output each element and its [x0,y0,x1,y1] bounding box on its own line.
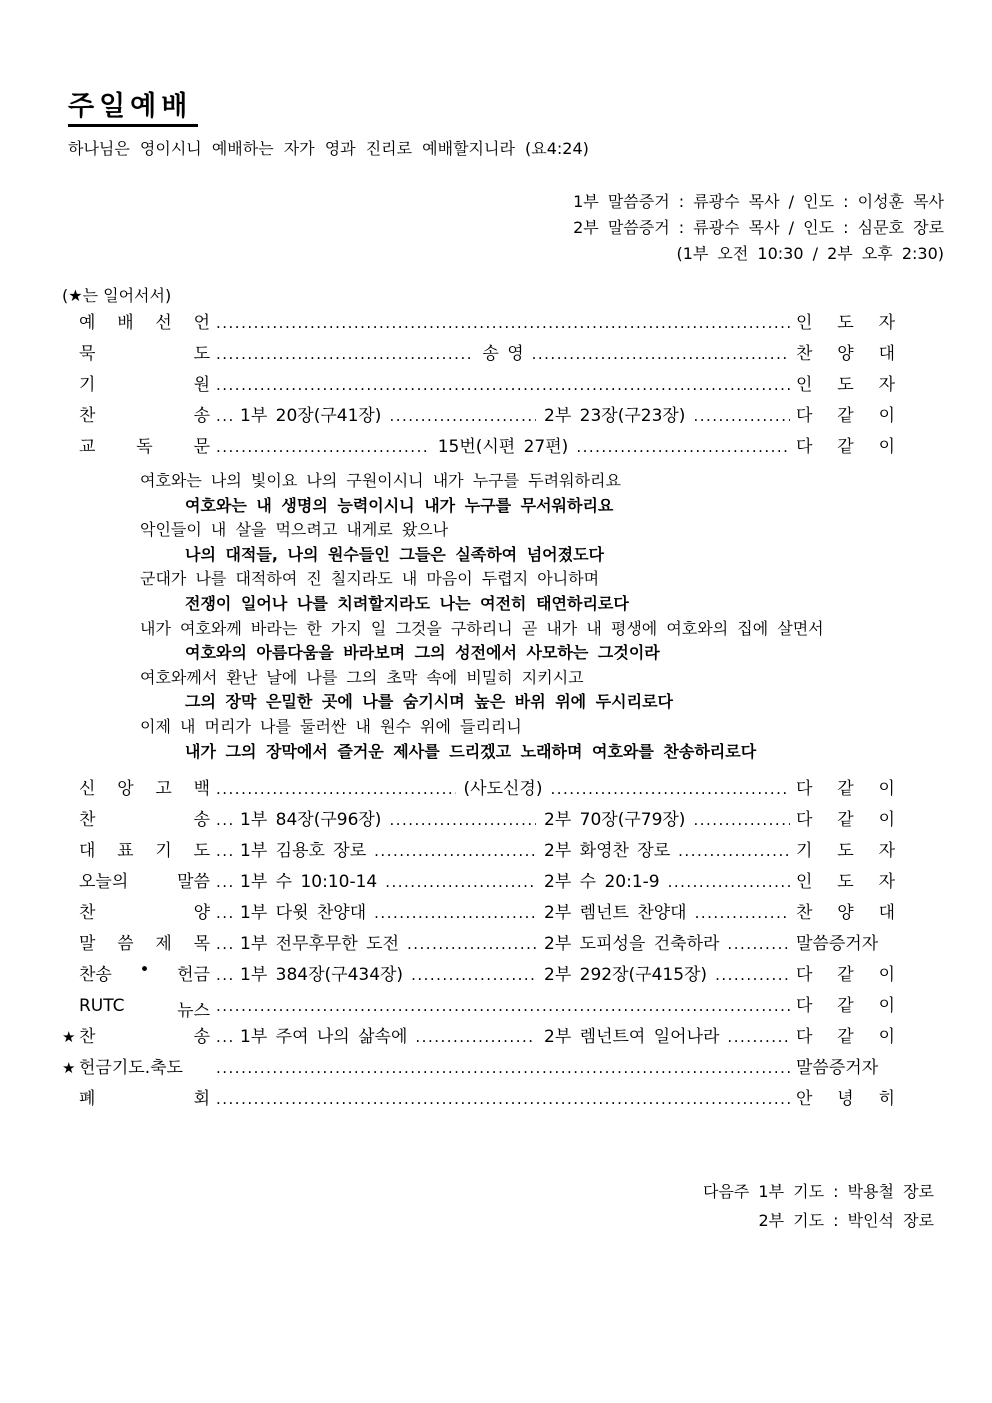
dotted-leader [727,934,790,954]
performer-label-part: 이 [878,965,895,986]
performer-label-part: 도 [837,375,854,395]
dotted-leader-short [216,903,232,923]
performer-label-part: 도 [837,872,854,893]
item-label-part: 찬 [79,1027,96,1048]
item-label-part: 씀 [117,934,134,955]
performer-label-part: 같 [837,965,854,986]
item-label [79,1022,210,1047]
reading-line-congregation: 전쟁이 일어나 나를 치려할지라도 나는 여전히 태연하리로다 [185,593,629,613]
item-label-part: 회 [193,1089,210,1110]
dotted-leader [216,437,430,457]
star-icon: ★ [62,1028,76,1047]
service1-text: 1부 김용호 장로 [240,841,367,862]
order-row [62,401,895,432]
service1-text: 1부 다윗 찬양대 [240,903,367,924]
performer-label-part: 자 [878,313,895,333]
service-leaders-info [0,189,992,267]
service1-text: 1부 주여 나의 삶속에 [240,1027,408,1048]
performer-label-part: 같 [837,996,854,1017]
performer-label-part: 히 [878,1089,895,1110]
dotted-leader [216,996,790,1016]
performer-label-part: 양 [837,344,854,364]
item-label-part: 찬 [79,903,96,924]
performer-label-part: 다 [796,1027,813,1048]
dotted-leader [216,1058,790,1078]
service2-text: 2부 렘넌트여 일어나라 [544,1027,720,1048]
performer-label [796,774,895,799]
title-wrap [68,0,992,127]
performer-label-part: 같 [837,437,854,457]
leader-line-2: 2부 말씀증거 : 류광수 목사 / 인도 : 심문호 장로 [573,218,944,237]
responsive-reading [140,469,992,764]
dotted-leader [415,1027,536,1047]
performer-label-part: 같 [837,779,854,800]
dotted-leader [374,841,536,861]
dotted-leader [216,344,474,364]
reading-line-leader: 악인들이 내 살을 먹으려고 내게로 왔으나 [140,520,449,540]
performer-label-part: 다 [796,996,813,1017]
item-label-part: 말씀 [177,872,210,893]
performer-label-part: 이 [878,779,895,800]
part1-segment [216,1022,536,1047]
service1-text: 1부 384장(구434장) [240,965,404,986]
item-label-part: 헌금기도.축도 [79,1058,183,1079]
item-label [79,960,210,985]
service2-text: 2부 70장(구79장) [544,810,686,831]
item-label-part: 신 [79,779,96,800]
service2-text: 2부 도피성을 건축하라 [544,934,720,955]
dotted-leader-short [216,872,232,892]
item-label-part: 교 [79,437,96,457]
item-label-part: 폐 [79,1089,96,1110]
performer-label-part: 이 [878,437,895,457]
order-row [62,1022,895,1053]
performer-label-part: 찬 [796,903,813,924]
dotted-leader [389,406,536,426]
item-label-part: 기 [155,841,172,862]
item-label-part: 목 [193,934,210,955]
item-label-part: 고 [155,779,172,800]
performer-label-part: 이 [878,810,895,831]
item-label-part: 문 [193,437,210,457]
stand-note: (★는 일어서서) [62,286,172,305]
center-text: 송 영 [482,344,524,364]
item-label [79,867,210,892]
dotted-leader-short [216,934,232,954]
dotted-leader [389,810,536,830]
reading-line-leader: 내가 여호와께 바라는 한 가지 일 그것을 구하리니 곧 내가 내 평생에 여호와의 집에 살면서 [140,618,824,638]
performer-label [796,836,895,861]
order-row [62,1053,895,1084]
scripture-subtitle: 하나님은 영이시니 예배하는 자가 영과 진리로 예배할지니라 (요4:24) [68,139,589,158]
performer-label-part: 말씀증거자 [796,934,879,955]
reading-line-congregation: 나의 대적들, 나의 원수들인 그들은 실족하여 넘어졌도다 [185,544,604,564]
item-label-part: 찬 [79,406,96,426]
part1-segment [216,805,536,830]
performer-label [796,991,895,1016]
item-label [79,996,210,1021]
service1-text: 1부 수 10:10-14 [240,872,378,893]
order-row [62,960,895,991]
dotted-leader-short [216,841,232,861]
order-row [62,991,895,1022]
center-text: 15번(시편 27편) [437,437,569,457]
dotted-leader [216,375,790,395]
page-title: 주일예배 [68,84,198,127]
item-label-part: 원 [193,375,210,395]
order-of-worship-part1 [62,308,895,463]
item-label [79,836,210,861]
order-of-worship-part2 [62,774,895,1115]
item-label-part: 예 [79,313,96,333]
performer-label [796,960,895,985]
performer-label-part: 대 [878,344,895,364]
item-label-part: 송 [193,1027,210,1048]
dotted-leader [576,437,790,457]
performer-label-part: 다 [796,810,813,831]
performer-label-part: 녕 [837,1089,854,1110]
performer-label-part: 인 [796,375,813,395]
performer-label-part: 다 [796,437,813,457]
item-label-part: 기 [79,375,96,395]
performer-label-part: 인 [796,313,813,333]
item-label-part: 백 [193,779,210,800]
item-label-part: 찬송 [79,965,112,986]
dotted-leader [532,344,790,364]
reading-line-leader: 여호와께서 환난 날에 나를 그의 초막 속에 비밀히 지키시고 [140,667,584,687]
performer-label [796,401,895,426]
item-label-part: 양 [193,903,210,924]
order-row [62,805,895,836]
item-label [79,432,210,457]
dotted-leader [216,779,456,799]
next-week-prayers [0,1177,992,1235]
dotted-leader-short [216,1027,232,1047]
performer-label-part: 자 [878,872,895,893]
item-label-part: 헌금 [177,965,210,986]
service2-text: 2부 292장(구415장) [544,965,708,986]
order-row [62,929,895,960]
dotted-leader [695,903,790,923]
dotted-leader [407,934,536,954]
performer-label-part: 같 [837,810,854,831]
item-label-part: 말 [79,934,96,955]
item-label [79,929,210,954]
item-label [79,1053,210,1078]
service2-text: 2부 화영찬 장로 [544,841,671,862]
reading-line-congregation: 여호와의 아름다움을 바라보며 그의 성전에서 사모하는 그것이라 [185,643,660,663]
performer-label [796,867,895,892]
order-row [62,339,895,370]
item-label [79,339,210,364]
performer-label-part: 자 [878,841,895,862]
next-week-prayer-1: 다음주 1부 기도 : 박용철 장로 [702,1182,934,1202]
reading-line-leader: 여호와는 나의 빛이요 나의 구원이시니 내가 누구를 두려워하리요 [140,471,621,490]
performer-label-part: 이 [878,1027,895,1048]
performer-label [796,432,895,457]
performer-label-part: 도 [837,841,854,862]
performer-label [796,898,895,923]
reading-line-congregation: 여호와는 내 생명의 능력이시니 내가 누구를 무서워하리요 [185,495,614,515]
item-label-part: 독 [136,437,153,457]
item-label [79,898,210,923]
service2-text: 2부 수 20:1-9 [544,872,660,893]
performer-label-part: 같 [837,406,854,426]
item-label-part: 오늘의 [79,872,129,893]
order-row [62,308,895,339]
part1-segment [216,401,536,426]
performer-label [796,308,895,333]
item-label [79,774,210,799]
dotted-leader-short [216,406,232,426]
service2-text: 2부 23장(구23장) [544,406,686,426]
item-label-part: 배 [117,313,134,333]
part1-segment [216,867,536,892]
reading-line-congregation: 그의 장막 은밀한 곳에 나를 숨기시며 높은 바위 위에 두시리로다 [185,692,673,712]
order-row [62,432,895,463]
dotted-leader [374,903,536,923]
dotted-leader [216,313,790,333]
performer-label [796,339,895,364]
item-label-part: 선 [155,313,172,333]
item-label-part: 언 [193,313,210,333]
part1-segment [216,836,536,861]
performer-label-part: 같 [837,1027,854,1048]
next-week-prayer-2: 2부 기도 : 박인석 장로 [758,1211,934,1231]
performer-label [796,805,895,830]
dotted-leader [411,965,536,985]
item-label [79,805,210,830]
service2-text: 2부 렘넌트 찬양대 [544,903,687,924]
performer-label-part: 이 [878,996,895,1017]
item-label-part: 도 [193,841,210,862]
performer-label [796,370,895,395]
leader-line-1: 1부 말씀증거 : 류광수 목사 / 인도 : 이성훈 목사 [573,192,944,211]
star-icon: ★ [62,1059,76,1078]
part1-segment [216,960,536,985]
part1-segment [216,898,536,923]
service1-text: 1부 전무후무한 도전 [240,934,399,955]
reading-line-congregation: 내가 그의 장막에서 즐거운 제사를 드리겠고 노래하며 여호와를 찬송하리로다 [185,741,757,761]
performer-label-part: 찬 [796,344,813,364]
item-label-part: 송 [193,406,210,426]
order-row [62,370,895,401]
center-text: (사도신경) [463,779,543,800]
order-row [62,867,895,898]
item-label-part: 대 [79,841,96,862]
reading-line-leader: 이제 내 머리가 나를 둘러싼 내 원수 위에 들리리니 [140,716,522,736]
dotted-leader-short [216,810,232,830]
item-label-part: RUTC [79,996,125,1017]
item-label [79,401,210,426]
reading-line-leader: 군대가 나를 대적하여 진 칠지라도 내 마음이 두렵지 아니하며 [140,569,600,589]
service-times: (1부 오전 10:30 / 2부 오후 2:30) [676,244,944,263]
dotted-leader [715,965,790,985]
performer-label [796,1053,895,1078]
service1-text: 1부 84장(구96장) [240,810,382,831]
performer-label-part: 인 [796,872,813,893]
performer-label-part: 양 [837,903,854,924]
performer-label [796,929,895,954]
item-label-part: 송 [193,810,210,831]
dotted-leader-short [216,965,232,985]
dotted-leader [693,406,790,426]
item-label-part: 뉴스 [177,1001,210,1022]
item-label-part: 표 [117,841,134,862]
item-label-part: 앙 [117,779,134,800]
item-label-part: 도 [193,344,210,364]
performer-label-part: 대 [878,903,895,924]
dotted-leader [668,872,790,892]
dotted-leader [550,779,790,799]
performer-label-part: 도 [837,313,854,333]
item-label-part: 찬 [79,810,96,831]
dotted-leader [678,841,790,861]
item-label [79,308,210,333]
item-label-part: 묵 [79,344,96,364]
item-label-part: 제 [155,934,172,955]
dotted-leader [727,1027,790,1047]
performer-label-part: 다 [795,779,813,800]
item-label-part: • [139,960,150,981]
part1-segment [216,929,536,954]
item-label [79,370,210,395]
performer-label-part: 자 [878,375,895,395]
performer-label-part: 기 [796,841,813,862]
service1-text: 1부 20장(구41장) [240,406,382,426]
order-row [62,774,895,805]
performer-label-part: 다 [796,965,813,986]
performer-label-part: 이 [878,406,895,426]
order-row [62,1084,895,1115]
performer-label [796,1084,895,1109]
order-row [62,898,895,929]
performer-label-part: 다 [796,406,813,426]
performer-label-part: 안 [796,1089,813,1110]
dotted-leader [385,872,536,892]
item-label [79,1084,210,1109]
performer-label-part: 말씀증거자 [796,1058,879,1079]
order-row [62,836,895,867]
dotted-leader [693,810,790,830]
performer-label [796,1022,895,1047]
dotted-leader [216,1089,790,1109]
